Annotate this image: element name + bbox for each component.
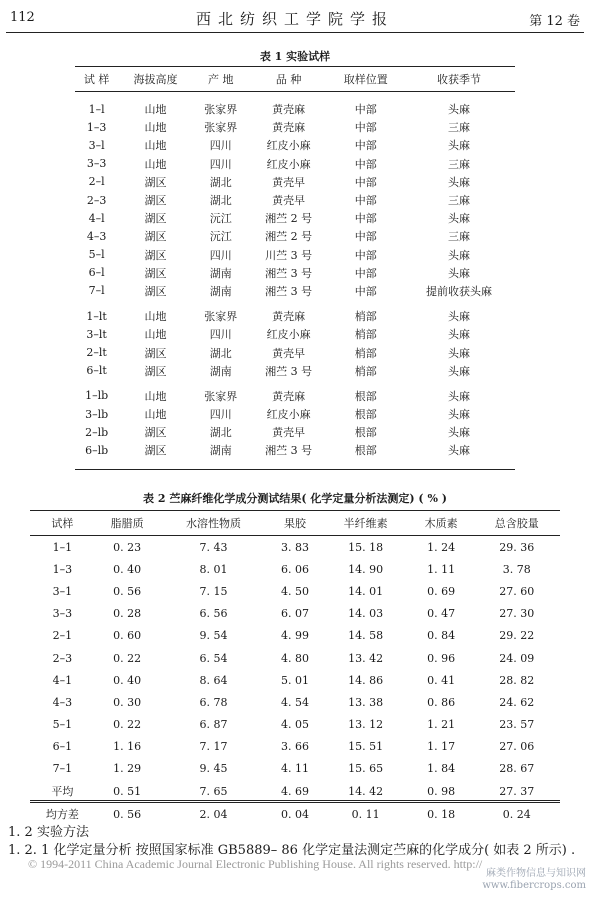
volume-label: 第 12 卷	[529, 14, 580, 29]
table-cell: 山地	[144, 139, 167, 153]
table-cell: 3. 66	[280, 740, 309, 754]
table-cell: 28. 67	[499, 762, 535, 776]
table-cell: 头麻	[448, 346, 471, 360]
table-cell: 0. 56	[95, 803, 160, 826]
table-cell: 15. 18	[348, 540, 384, 554]
table-cell: 四川	[209, 328, 232, 342]
table-cell: 0. 04	[267, 803, 322, 826]
table-row	[75, 264, 515, 282]
table-cell: 2–lb	[85, 425, 109, 439]
table-cell: 24. 09	[499, 651, 535, 665]
table-row	[75, 155, 515, 173]
table-cell: 4. 69	[280, 784, 309, 798]
table-cell: 湖北	[209, 194, 232, 208]
table-cell: 三麻	[448, 121, 471, 135]
table1-column-header: 产 地	[193, 67, 249, 92]
table-cell: 6. 54	[199, 651, 228, 665]
table-cell: 28. 82	[499, 673, 535, 687]
table-row	[30, 536, 560, 559]
table-cell: 四川	[209, 157, 232, 171]
table-cell: 0. 56	[113, 584, 142, 598]
table-row	[75, 246, 515, 264]
table-row	[75, 136, 515, 154]
table-cell: 27. 37	[499, 784, 535, 798]
table-cell: 湖区	[144, 212, 167, 226]
table-cell: 14. 01	[348, 584, 384, 598]
table-cell: 1. 21	[427, 718, 456, 732]
table-cell: 头麻	[448, 328, 471, 342]
table-row	[75, 300, 515, 325]
table-cell: 14. 90	[348, 562, 384, 576]
table-cell: 0. 22	[113, 651, 142, 665]
table-cell: 红皮小麻	[266, 408, 311, 422]
table-cell: 6. 78	[199, 695, 228, 709]
table-cell: 7–l	[88, 284, 105, 298]
table-cell: 黄壳麻	[272, 121, 306, 135]
table-cell: 3. 83	[280, 540, 309, 554]
table-cell: 0. 86	[427, 695, 456, 709]
section-paragraph: 1. 2. 1 化学定量分析 按照国家标准 GB5889– 86 化学定量法测定苎麻的化学成分( 如表 2 所示) .	[8, 843, 576, 858]
copyright-footer: © 1994-2011 China Academic Journal Electronic Publishing House. All rights reserved. http://	[28, 857, 483, 871]
table-cell: 头麻	[448, 389, 471, 403]
table-cell: 14. 03	[348, 607, 384, 621]
table-cell: 提前收获头麻	[426, 284, 493, 298]
table-cell: 头麻	[448, 310, 471, 324]
table-cell: 山地	[144, 157, 167, 171]
table-cell: 3. 78	[502, 562, 531, 576]
table-cell: 中部	[354, 139, 377, 153]
table-cell: 23. 57	[499, 718, 535, 732]
table-cell: 7. 15	[199, 584, 228, 598]
table-row	[75, 380, 515, 405]
table-cell: 4. 50	[280, 584, 309, 598]
table-cell: 6. 56	[199, 607, 228, 621]
table-cell: 0. 69	[427, 584, 456, 598]
table1-column-header: 品 种	[249, 67, 329, 92]
table-cell: 3–lb	[85, 407, 109, 421]
table-cell: 黄壳早	[272, 175, 306, 189]
table-row	[75, 191, 515, 209]
table-cell: 湖区	[144, 230, 167, 244]
table-cell: 湖区	[144, 426, 167, 440]
table-cell: 四川	[209, 248, 232, 262]
table-cell: 3–l	[88, 138, 105, 152]
table-cell: 根部	[354, 444, 377, 458]
table-cell: 中部	[354, 248, 377, 262]
table-row	[75, 325, 515, 343]
table-cell: 4. 99	[280, 629, 309, 643]
table-cell: 湘苎 3 号	[265, 444, 313, 458]
table-cell: 湖南	[209, 266, 232, 280]
table-cell: 山地	[144, 328, 167, 342]
table-row	[30, 803, 560, 826]
table-cell: 2–3	[86, 193, 107, 207]
table1-column-header: 收获季节	[403, 67, 515, 92]
table-cell: 三麻	[448, 157, 471, 171]
table-cell: 4–3	[86, 229, 107, 243]
table-cell: 6–l	[88, 266, 105, 280]
table-cell: 张家界	[204, 121, 238, 135]
table-cell: 中部	[354, 121, 377, 135]
table-cell: 2–3	[52, 651, 73, 665]
table-cell: 1–l	[88, 102, 105, 116]
table-cell: 山地	[144, 389, 167, 403]
table-cell: 3–lt	[86, 327, 107, 341]
table-cell: 湖区	[144, 364, 167, 378]
table-cell: 5–1	[52, 718, 73, 732]
table-cell: 3–1	[52, 584, 73, 598]
table-cell: 根部	[354, 389, 377, 403]
table-cell: 根部	[354, 426, 377, 440]
table2-column-header: 总含胶量	[474, 511, 560, 536]
table-cell: 山地	[144, 310, 167, 324]
table-cell: 27. 60	[499, 584, 535, 598]
table-row	[30, 736, 560, 758]
table-cell: 川苎 3 号	[265, 248, 313, 262]
table-cell: 7–1	[52, 762, 73, 776]
table2-column-header: 试样	[30, 511, 95, 536]
table-cell: 红皮小麻	[266, 139, 311, 153]
table-cell: 4. 11	[280, 762, 309, 776]
table-cell: 四川	[209, 408, 232, 422]
watermark-line-2: www.fibercrops.com	[482, 880, 586, 891]
table-cell: 2–1	[52, 629, 73, 643]
table-cell: 黄壳早	[272, 426, 306, 440]
table-cell: 头麻	[448, 364, 471, 378]
table-cell: 湖区	[144, 284, 167, 298]
page-number: 112	[10, 10, 35, 25]
table-row	[75, 405, 515, 423]
table-cell: 7. 43	[199, 540, 228, 554]
table-cell: 湖北	[209, 346, 232, 360]
table-cell: 27. 06	[499, 740, 535, 754]
table-cell: 3–3	[52, 607, 73, 621]
table-cell: 中部	[354, 284, 377, 298]
table-cell: 0. 22	[113, 718, 142, 732]
table-cell: 0. 41	[427, 673, 456, 687]
table-cell: 8. 01	[199, 562, 228, 576]
table-cell: 红皮小麻	[266, 328, 311, 342]
table-cell: 5–l	[88, 248, 105, 262]
table-cell: 2. 04	[160, 803, 268, 826]
table-cell: 山地	[144, 408, 167, 422]
table-cell: 4–1	[52, 673, 73, 687]
table-cell: 1. 84	[427, 762, 456, 776]
table-cell: 4. 05	[280, 718, 309, 732]
table-cell: 湖南	[209, 364, 232, 378]
table-cell: 中部	[354, 266, 377, 280]
table-cell: 1. 29	[113, 762, 142, 776]
table-cell: 8. 64	[199, 673, 228, 687]
table-cell: 湘苎 2 号	[265, 212, 313, 226]
table-cell: 0. 18	[409, 803, 474, 826]
table-cell: 中部	[354, 175, 377, 189]
table-cell: 三麻	[448, 230, 471, 244]
table-cell: 9. 45	[199, 762, 228, 776]
table-cell: 0. 98	[427, 784, 456, 798]
table-cell: 29. 36	[499, 540, 535, 554]
table1-bottom-rule	[75, 469, 515, 470]
table-row	[30, 647, 560, 669]
table-cell: 中部	[354, 212, 377, 226]
table-cell: 0. 28	[113, 607, 142, 621]
table-cell: 6–lb	[85, 443, 109, 457]
table-cell: 中部	[354, 103, 377, 117]
table-row	[30, 714, 560, 736]
table-cell: 湘苎 2 号	[265, 230, 313, 244]
table-cell: 头麻	[448, 175, 471, 189]
table-cell: 1–lb	[85, 389, 109, 403]
table-cell: 湘苎 3 号	[265, 284, 313, 298]
table-cell: 3–3	[86, 157, 107, 171]
table-row	[75, 209, 515, 227]
table-cell: 湖区	[144, 266, 167, 280]
table-cell: 0. 11	[322, 803, 408, 826]
table-cell: 1–3	[86, 120, 107, 134]
table-cell: 6. 06	[280, 562, 309, 576]
table-cell: 4. 54	[280, 695, 309, 709]
table-cell: 黄壳麻	[272, 310, 306, 324]
table2-column-header: 脂腊质	[95, 511, 160, 536]
table1-column-header: 海拔高度	[118, 67, 193, 92]
table-row	[30, 758, 560, 780]
table-cell: 0. 40	[113, 562, 142, 576]
table-cell: 山地	[144, 121, 167, 135]
table-cell: 湖南	[209, 284, 232, 298]
table-cell: 头麻	[448, 212, 471, 226]
table-cell: 湖区	[144, 444, 167, 458]
table-cell: 24. 62	[499, 695, 535, 709]
table-cell: 黄壳早	[272, 194, 306, 208]
table-cell: 头麻	[448, 139, 471, 153]
table-cell: 沅江	[209, 212, 232, 226]
table-cell: 13. 38	[348, 695, 384, 709]
table-cell: 0. 40	[113, 673, 142, 687]
table-row	[75, 227, 515, 245]
table-cell: 黄壳早	[272, 346, 306, 360]
table-cell: 1–1	[52, 540, 73, 554]
table-cell: 4. 80	[280, 651, 309, 665]
table-cell: 湖区	[144, 248, 167, 262]
table-cell: 头麻	[448, 426, 471, 440]
table-cell: 15. 51	[348, 740, 384, 754]
table-cell: 黄壳麻	[272, 103, 306, 117]
table-cell: 湘苎 3 号	[265, 266, 313, 280]
table-cell: 张家界	[204, 103, 238, 117]
table2-column-header: 果胶	[267, 511, 322, 536]
table-cell: 2–lt	[86, 346, 107, 360]
table-cell: 头麻	[448, 103, 471, 117]
table-cell: 7. 65	[199, 784, 228, 798]
table-cell: 0. 23	[113, 540, 142, 554]
table2-column-header: 水溶性物质	[160, 511, 268, 536]
table1-column-header: 取样位置	[328, 67, 403, 92]
table2-bottom-rule	[30, 800, 560, 801]
table-cell: 15. 65	[348, 762, 384, 776]
table-cell: 湘苎 3 号	[265, 364, 313, 378]
table-row	[75, 441, 515, 459]
section-heading: 1. 2 实验方法	[8, 825, 89, 840]
table-cell: 1. 24	[427, 540, 456, 554]
table-cell: 头麻	[448, 408, 471, 422]
table-cell: 14. 86	[348, 673, 384, 687]
table-cell: 中部	[354, 230, 377, 244]
table-cell: 湖南	[209, 444, 232, 458]
table-row	[30, 580, 560, 602]
table1	[75, 66, 515, 460]
table2-column-header: 半纤维素	[322, 511, 408, 536]
table-cell: 0. 24	[474, 803, 560, 826]
table-cell: 9. 54	[199, 629, 228, 643]
table-row	[30, 625, 560, 647]
table-cell: 张家界	[204, 389, 238, 403]
watermark-line-1: 麻类作物信息与知识网	[486, 868, 586, 879]
table-cell: 均方差	[30, 803, 95, 826]
table-cell: 13. 42	[348, 651, 384, 665]
site-watermark	[482, 868, 586, 892]
table-cell: 0. 51	[113, 784, 142, 798]
table-cell: 湖北	[209, 175, 232, 189]
table-cell: 梢部	[354, 328, 377, 342]
table-cell: 四川	[209, 139, 232, 153]
table-cell: 湖区	[144, 346, 167, 360]
table2-caption: 表 2 苎麻纤维化学成分测试结果( 化学定量分析法测定) ( % )	[143, 492, 447, 505]
table-cell: 黄壳麻	[272, 389, 306, 403]
table-cell: 梢部	[354, 346, 377, 360]
table-cell: 27. 30	[499, 607, 535, 621]
table-cell: 6. 87	[199, 718, 228, 732]
table-cell: 沅江	[209, 230, 232, 244]
table-cell: 红皮小麻	[266, 157, 311, 171]
table-cell: 平均	[51, 785, 74, 799]
table-cell: 湖北	[209, 426, 232, 440]
table-row	[75, 282, 515, 300]
table-row	[30, 669, 560, 691]
table-cell: 1–lt	[86, 309, 107, 323]
table-cell: 13. 12	[348, 718, 384, 732]
table-cell: 0. 30	[113, 695, 142, 709]
table-cell: 6–lt	[86, 364, 107, 378]
table-cell: 梢部	[354, 364, 377, 378]
table-cell: 2–l	[88, 175, 105, 189]
table-cell: 中部	[354, 194, 377, 208]
table-cell: 1. 16	[113, 740, 142, 754]
table-cell: 山地	[144, 103, 167, 117]
table-row	[75, 423, 515, 441]
table-cell: 14. 42	[348, 784, 384, 798]
table1-column-header: 试 样	[75, 67, 118, 92]
table-cell: 0. 47	[427, 607, 456, 621]
table-cell: 根部	[354, 408, 377, 422]
journal-title: 西北纺织工学院学报	[195, 10, 394, 28]
table-cell: 5. 01	[280, 673, 309, 687]
table-cell: 湖区	[144, 194, 167, 208]
table-cell: 张家界	[204, 310, 238, 324]
table2	[30, 510, 560, 825]
table-row	[30, 558, 560, 580]
table-row	[75, 173, 515, 191]
table-cell: 14. 58	[348, 629, 384, 643]
table-cell: 0. 60	[113, 629, 142, 643]
table-cell: 中部	[354, 157, 377, 171]
table-cell: 1. 11	[427, 562, 456, 576]
table-row	[30, 691, 560, 713]
table-cell: 三麻	[448, 194, 471, 208]
header-rule	[6, 32, 584, 33]
table-cell: 梢部	[354, 310, 377, 324]
table-row	[30, 603, 560, 625]
table1-caption: 表 1 实验试样	[259, 50, 331, 63]
table-cell: 6–1	[52, 740, 73, 754]
table-row	[75, 343, 515, 361]
table-cell: 湖区	[144, 175, 167, 189]
table-cell: 29. 22	[499, 629, 535, 643]
table-row	[75, 118, 515, 136]
table-cell: 头麻	[448, 444, 471, 458]
table2-column-header: 木质素	[409, 511, 474, 536]
table-row	[75, 362, 515, 380]
table-cell: 6. 07	[280, 607, 309, 621]
table-cell: 1–3	[52, 562, 73, 576]
table-cell: 头麻	[448, 266, 471, 280]
table-cell: 4–3	[52, 695, 73, 709]
table-cell: 0. 96	[427, 651, 456, 665]
table-cell: 头麻	[448, 248, 471, 262]
table-cell: 4–l	[88, 211, 105, 225]
table-cell: 1. 17	[427, 740, 456, 754]
table-cell: 0. 84	[427, 629, 456, 643]
table-cell: 7. 17	[199, 740, 228, 754]
table-row	[75, 92, 515, 119]
